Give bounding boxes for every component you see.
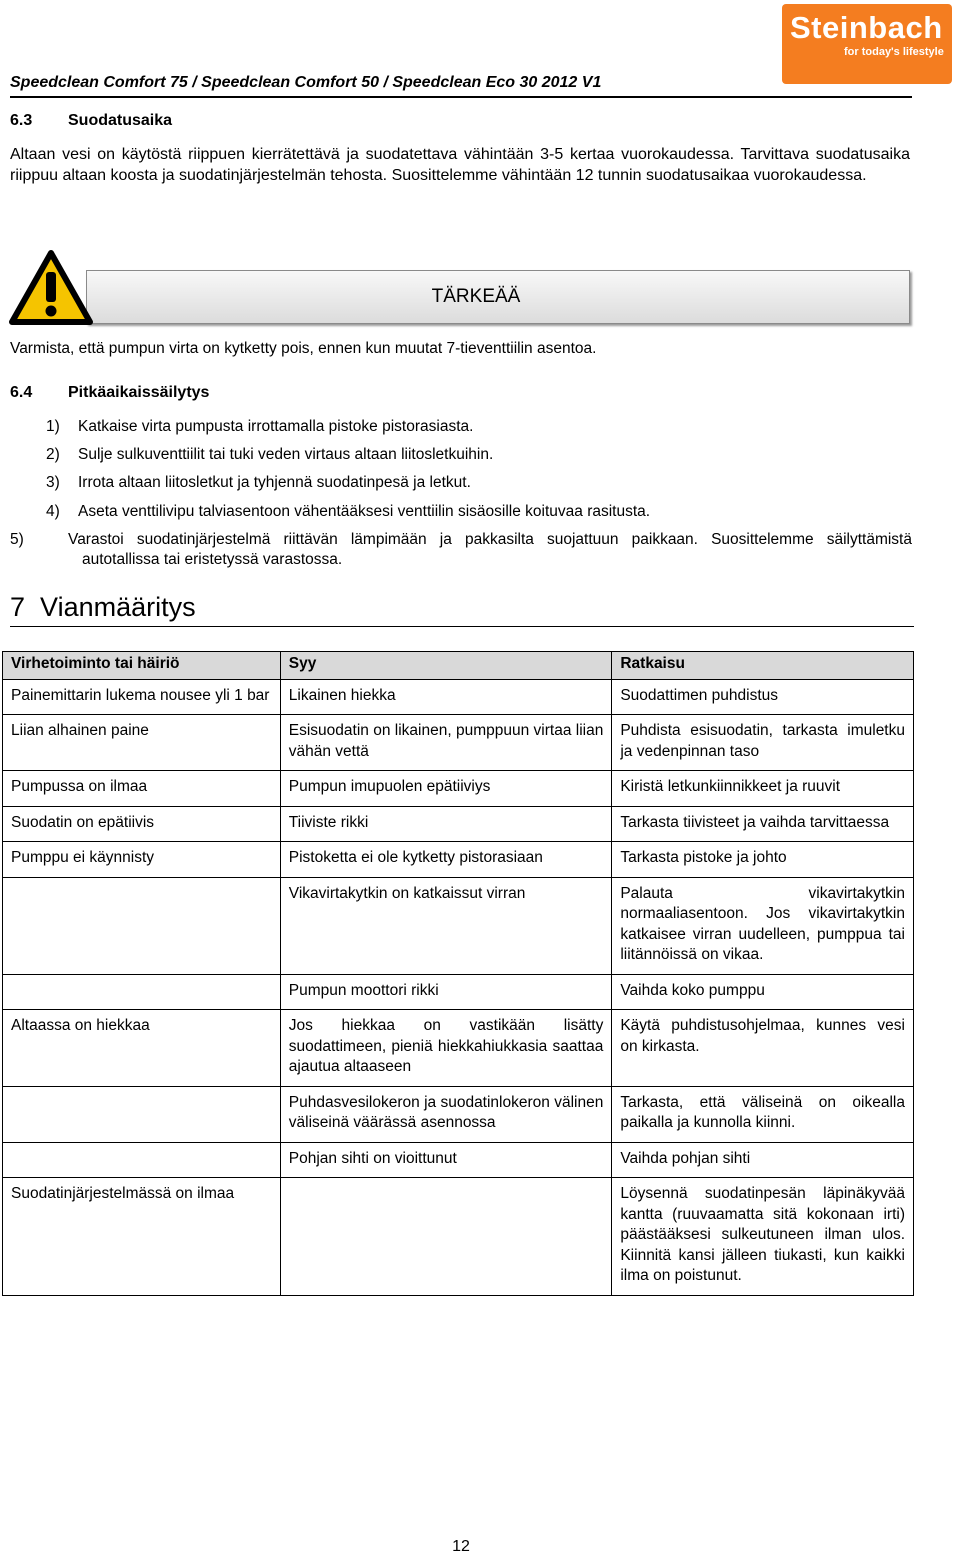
fault-cell bbox=[3, 974, 281, 1010]
chapter-7-heading bbox=[10, 592, 196, 623]
warning-triangle-icon bbox=[8, 248, 94, 328]
list-item-text: Katkaise virta pumpusta irrottamalla pistoke pistorasiasta. bbox=[78, 418, 474, 435]
chapter-divider bbox=[10, 626, 914, 627]
chapter-7-number: 7 bbox=[10, 592, 26, 622]
list-item-number: 5) bbox=[10, 531, 24, 548]
header-divider bbox=[10, 96, 912, 98]
cause-cell: Pistoketta ei ole kytketty pistorasiaan bbox=[280, 842, 612, 878]
list-item-text: Varastoi suodatinjärjestelmä riittävän lämpimään ja pakkasilta suojattuun paikkaan. Suosittelemme säilyttämistä autotallissa tai eristetyssä varastossa. bbox=[68, 531, 912, 568]
list-item bbox=[10, 530, 912, 570]
cause-cell: Likainen hiekka bbox=[280, 679, 612, 715]
section-6-3-title: Suodatusaika bbox=[68, 112, 173, 129]
fault-cell: Altaassa on hiekkaa bbox=[3, 1010, 281, 1087]
cause-cell: Puhdasvesilokeron ja suodatinlokeron välinen väliseinä väärässä asennossa bbox=[280, 1086, 612, 1142]
cause-cell: Pumpun moottori rikki bbox=[280, 974, 612, 1010]
solution-cell: Kiristä letkunkiinnikkeet ja ruuvit bbox=[612, 771, 914, 807]
fault-cell bbox=[3, 1142, 281, 1178]
section-6-4-number: 6.4 bbox=[10, 384, 33, 401]
list-item bbox=[46, 417, 912, 437]
troubleshooting-table bbox=[2, 651, 914, 1296]
table-row bbox=[3, 1010, 914, 1087]
list-item bbox=[46, 445, 912, 465]
solution-cell: Vaihda pohjan sihti bbox=[612, 1142, 914, 1178]
document-header: Speedclean Comfort 75 / Speedclean Comfort 50 / Speedclean Eco 30 2012 V1 bbox=[10, 74, 602, 91]
list-item-text: Aseta venttilivipu talviasentoon vähentääksesi venttiilin sisäosille koituvaa rasitusta. bbox=[78, 503, 651, 520]
solution-cell: Palauta vikavirtakytkin normaaliasentoon. Jos vikavirtakytkin katkaisee virran uudelleen, pumppua tai liitännöissä on vikaa. bbox=[612, 877, 914, 974]
solution-cell: Vaihda koko pumppu bbox=[612, 974, 914, 1010]
list-item bbox=[46, 502, 912, 522]
section-6-3-text: Altaan vesi on käytöstä riippuen kierrätettävä ja suodatettava vähintään 3-5 kertaa vuorokaudessa. Tarvittava suodatusaika riippuu altaan koosta ja suodatinjärjestelmän tehosta. Suosittelemme vähintään 12 tunnin suodatusaikaa vuorokaudessa. bbox=[10, 146, 910, 184]
solution-cell: Suodattimen puhdistus bbox=[612, 679, 914, 715]
solution-cell: Tarkasta tiivisteet ja vaihda tarvittaessa bbox=[612, 806, 914, 842]
fault-cell bbox=[3, 1086, 281, 1142]
fault-cell: Pumppu ei käynnisty bbox=[3, 842, 281, 878]
page-number: 12 bbox=[452, 1538, 470, 1555]
list-item-number: 1) bbox=[46, 418, 60, 435]
table-row bbox=[3, 877, 914, 974]
table-row bbox=[3, 1086, 914, 1142]
cause-cell bbox=[280, 1178, 612, 1296]
list-item-number: 3) bbox=[46, 474, 60, 491]
logo-tagline: for today's lifestyle bbox=[844, 46, 944, 58]
cause-cell: Tiiviste rikki bbox=[280, 806, 612, 842]
list-item-number: 4) bbox=[46, 503, 60, 520]
header-cause: Syy bbox=[280, 652, 612, 680]
section-6-3-number: 6.3 bbox=[10, 112, 33, 129]
warning-text: Varmista, että pumpun virta on kytketty pois, ennen kun muutat 7-tieventtiilin asentoa. bbox=[10, 340, 597, 357]
list-item bbox=[46, 473, 912, 493]
table-row bbox=[3, 771, 914, 807]
list-item-text: Sulje sulkuventtiilit tai tuki veden virtaus altaan liitosletkuihin. bbox=[78, 446, 494, 463]
list-item-text: Irrota altaan liitosletkut ja tyhjennä suodatinpesä ja letkut. bbox=[78, 474, 471, 491]
table-row bbox=[3, 1142, 914, 1178]
table-row bbox=[3, 842, 914, 878]
solution-cell: Puhdista esisuodatin, tarkasta imuletku ja vedenpinnan taso bbox=[612, 715, 914, 771]
table-row bbox=[3, 974, 914, 1010]
header-solution: Ratkaisu bbox=[612, 652, 914, 680]
list-item-number: 2) bbox=[46, 446, 60, 463]
warning-title: TÄRKEÄÄ bbox=[431, 286, 521, 307]
cause-cell: Vikavirtakytkin on katkaissut virran bbox=[280, 877, 612, 974]
cause-cell: Pumpun imupuolen epätiiviys bbox=[280, 771, 612, 807]
solution-cell: Käytä puhdistusohjelmaa, kunnes vesi on kirkasta. bbox=[612, 1010, 914, 1087]
steinbach-logo bbox=[782, 4, 952, 84]
fault-cell: Pumpussa on ilmaa bbox=[3, 771, 281, 807]
cause-cell: Jos hiekkaa on vastikään lisätty suodattimeen, pieniä hiekkahiukkasia saattaa ajautua altaaseen bbox=[280, 1010, 612, 1087]
logo-brand: Steinbach bbox=[790, 10, 943, 45]
table-row bbox=[3, 679, 914, 715]
table-header-row bbox=[3, 652, 914, 680]
fault-cell bbox=[3, 877, 281, 974]
fault-cell: Liian alhainen paine bbox=[3, 715, 281, 771]
section-6-4-title: Pitkäaikaissäilytys bbox=[68, 384, 210, 401]
cause-cell: Pohjan sihti on vioittunut bbox=[280, 1142, 612, 1178]
solution-cell: Tarkasta, että väliseinä on oikealla paikalla ja kunnolla kiinni. bbox=[612, 1086, 914, 1142]
header-fault: Virhetoiminto tai häiriö bbox=[3, 652, 281, 680]
fault-cell: Suodatinjärjestelmässä on ilmaa bbox=[3, 1178, 281, 1296]
fault-cell: Painemittarin lukema nousee yli 1 bar bbox=[3, 679, 281, 715]
table-row bbox=[3, 1178, 914, 1296]
solution-cell: Löysennä suodatinpesän läpinäkyvää kantta (ruuvaamatta sitä kokonaan irti) päästääksesi sulkeutuneen ilman ulos. Kiinnitä kansi jälleen tiukasti, kun kaikki ilma on poistunut. bbox=[612, 1178, 914, 1296]
table-row bbox=[3, 806, 914, 842]
fault-cell: Suodatin on epätiivis bbox=[3, 806, 281, 842]
chapter-7-title: Vianmääritys bbox=[40, 592, 196, 622]
table-row bbox=[3, 715, 914, 771]
solution-cell: Tarkasta pistoke ja johto bbox=[612, 842, 914, 878]
cause-cell: Esisuodatin on likainen, pumppuun virtaa liian vähän vettä bbox=[280, 715, 612, 771]
